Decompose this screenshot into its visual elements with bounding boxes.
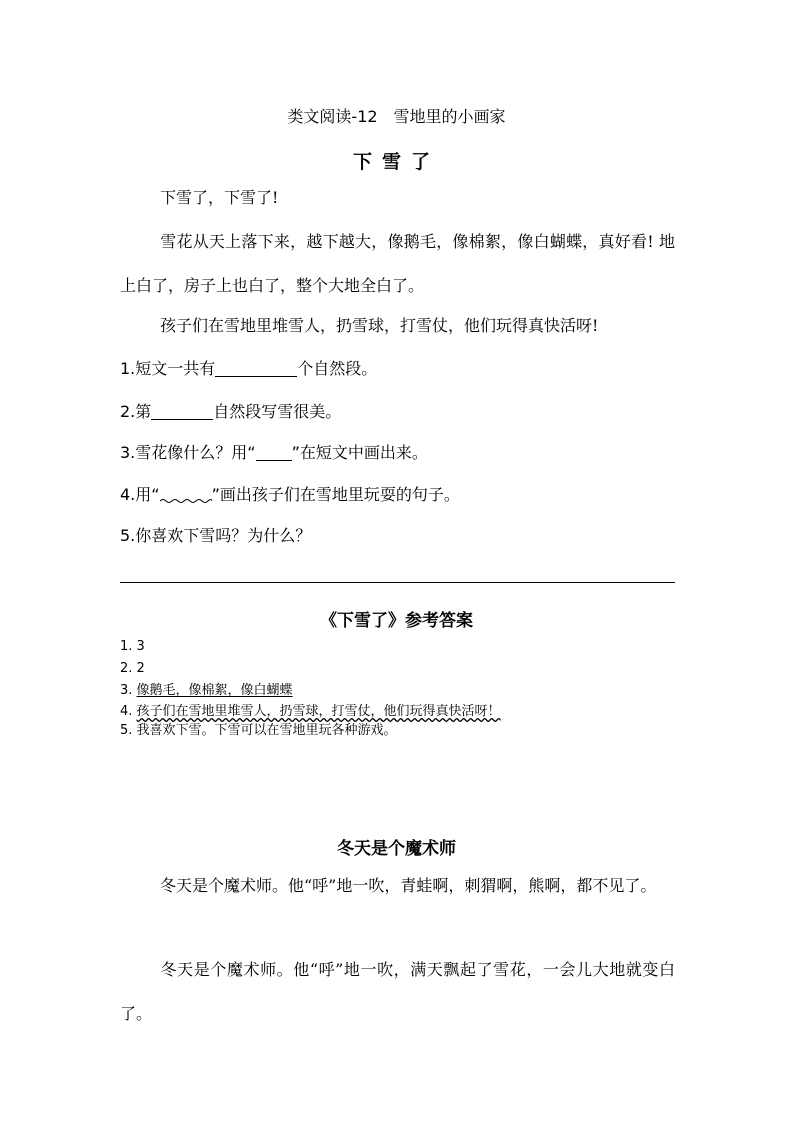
question-2 (120, 399, 341, 422)
answer-number: 3. (120, 683, 137, 698)
question-3 (120, 440, 428, 463)
question-1 (120, 356, 377, 379)
paragraph-text: 雪花从天上落下来，越下越大，像鹅毛，像棉絮，像白蝴蝶，真好看! 地上白了，房子上也白了，整个大地全白了。 (120, 232, 675, 295)
answer-2: 2. 2 (120, 661, 145, 676)
question-text: 3.雪花像什么？用“ (120, 443, 256, 462)
answer-blank[interactable] (151, 403, 213, 420)
question-4 (120, 482, 460, 505)
answer-5: 5. 我喜欢下雪。下雪可以在雪地里玩各种游戏。 (120, 723, 397, 738)
answer-3 (120, 682, 293, 700)
straight-line-symbol (256, 444, 292, 461)
passage-2-paragraph-2 (120, 948, 675, 1036)
answer-1: 1. 3 (120, 639, 145, 654)
page-title: 类文阅读-12 雪地里的小画家 (287, 107, 506, 126)
passage-title: 下雪了 (352, 151, 440, 173)
paragraph-text: 下雪了，下雪了! (160, 188, 279, 207)
answer-number: 4. (120, 704, 137, 719)
question-text: 5.你喜欢下雪吗？为什么？ (120, 526, 312, 545)
question-text: 自然段写雪很美。 (213, 402, 342, 421)
paragraph-text: 冬天是个魔术师。他“呼”地一吹，满天飘起了雪花，一会儿大地就变白了。 (120, 960, 675, 1023)
question-text: 1.短文一共有 (120, 359, 216, 378)
question-text: ”画出孩子们在雪地里玩耍的句子。 (211, 485, 460, 504)
wavy-line-symbol (160, 490, 212, 504)
question-text: 2.第 (120, 402, 152, 421)
paragraph-text: 冬天是个魔术师。他“呼”地一吹，青蛙啊，刺猬啊，熊啊，都不见了。 (160, 876, 657, 895)
section-divider (120, 582, 675, 583)
question-5 (120, 523, 311, 546)
passage-paragraph-2 (120, 220, 675, 308)
answer-blank[interactable] (215, 360, 297, 377)
question-text: 4.用“ (120, 485, 160, 504)
question-text: 个自然段。 (297, 359, 378, 378)
answer-text: 像鹅毛，像棉絮，像白蝴蝶 (136, 683, 293, 698)
answer-key-title: 《下雪了》参考答案 (320, 611, 473, 631)
passage-2-paragraph-1 (120, 864, 675, 908)
passage-2-title: 冬天是个魔术师 (337, 839, 456, 859)
answer-text: 孩子们在雪地里堆雪人，扔雪球，打雪仗，他们玩得真快活呀！ (136, 704, 501, 719)
question-text: ”在短文中画出来。 (291, 443, 428, 462)
passage-paragraph-1 (120, 176, 675, 220)
passage-paragraph-3 (120, 304, 675, 348)
answer-4 (120, 703, 501, 721)
paragraph-text: 孩子们在雪地里堆雪人，扔雪球，打雪仗，他们玩得真快活呀! (160, 316, 599, 335)
